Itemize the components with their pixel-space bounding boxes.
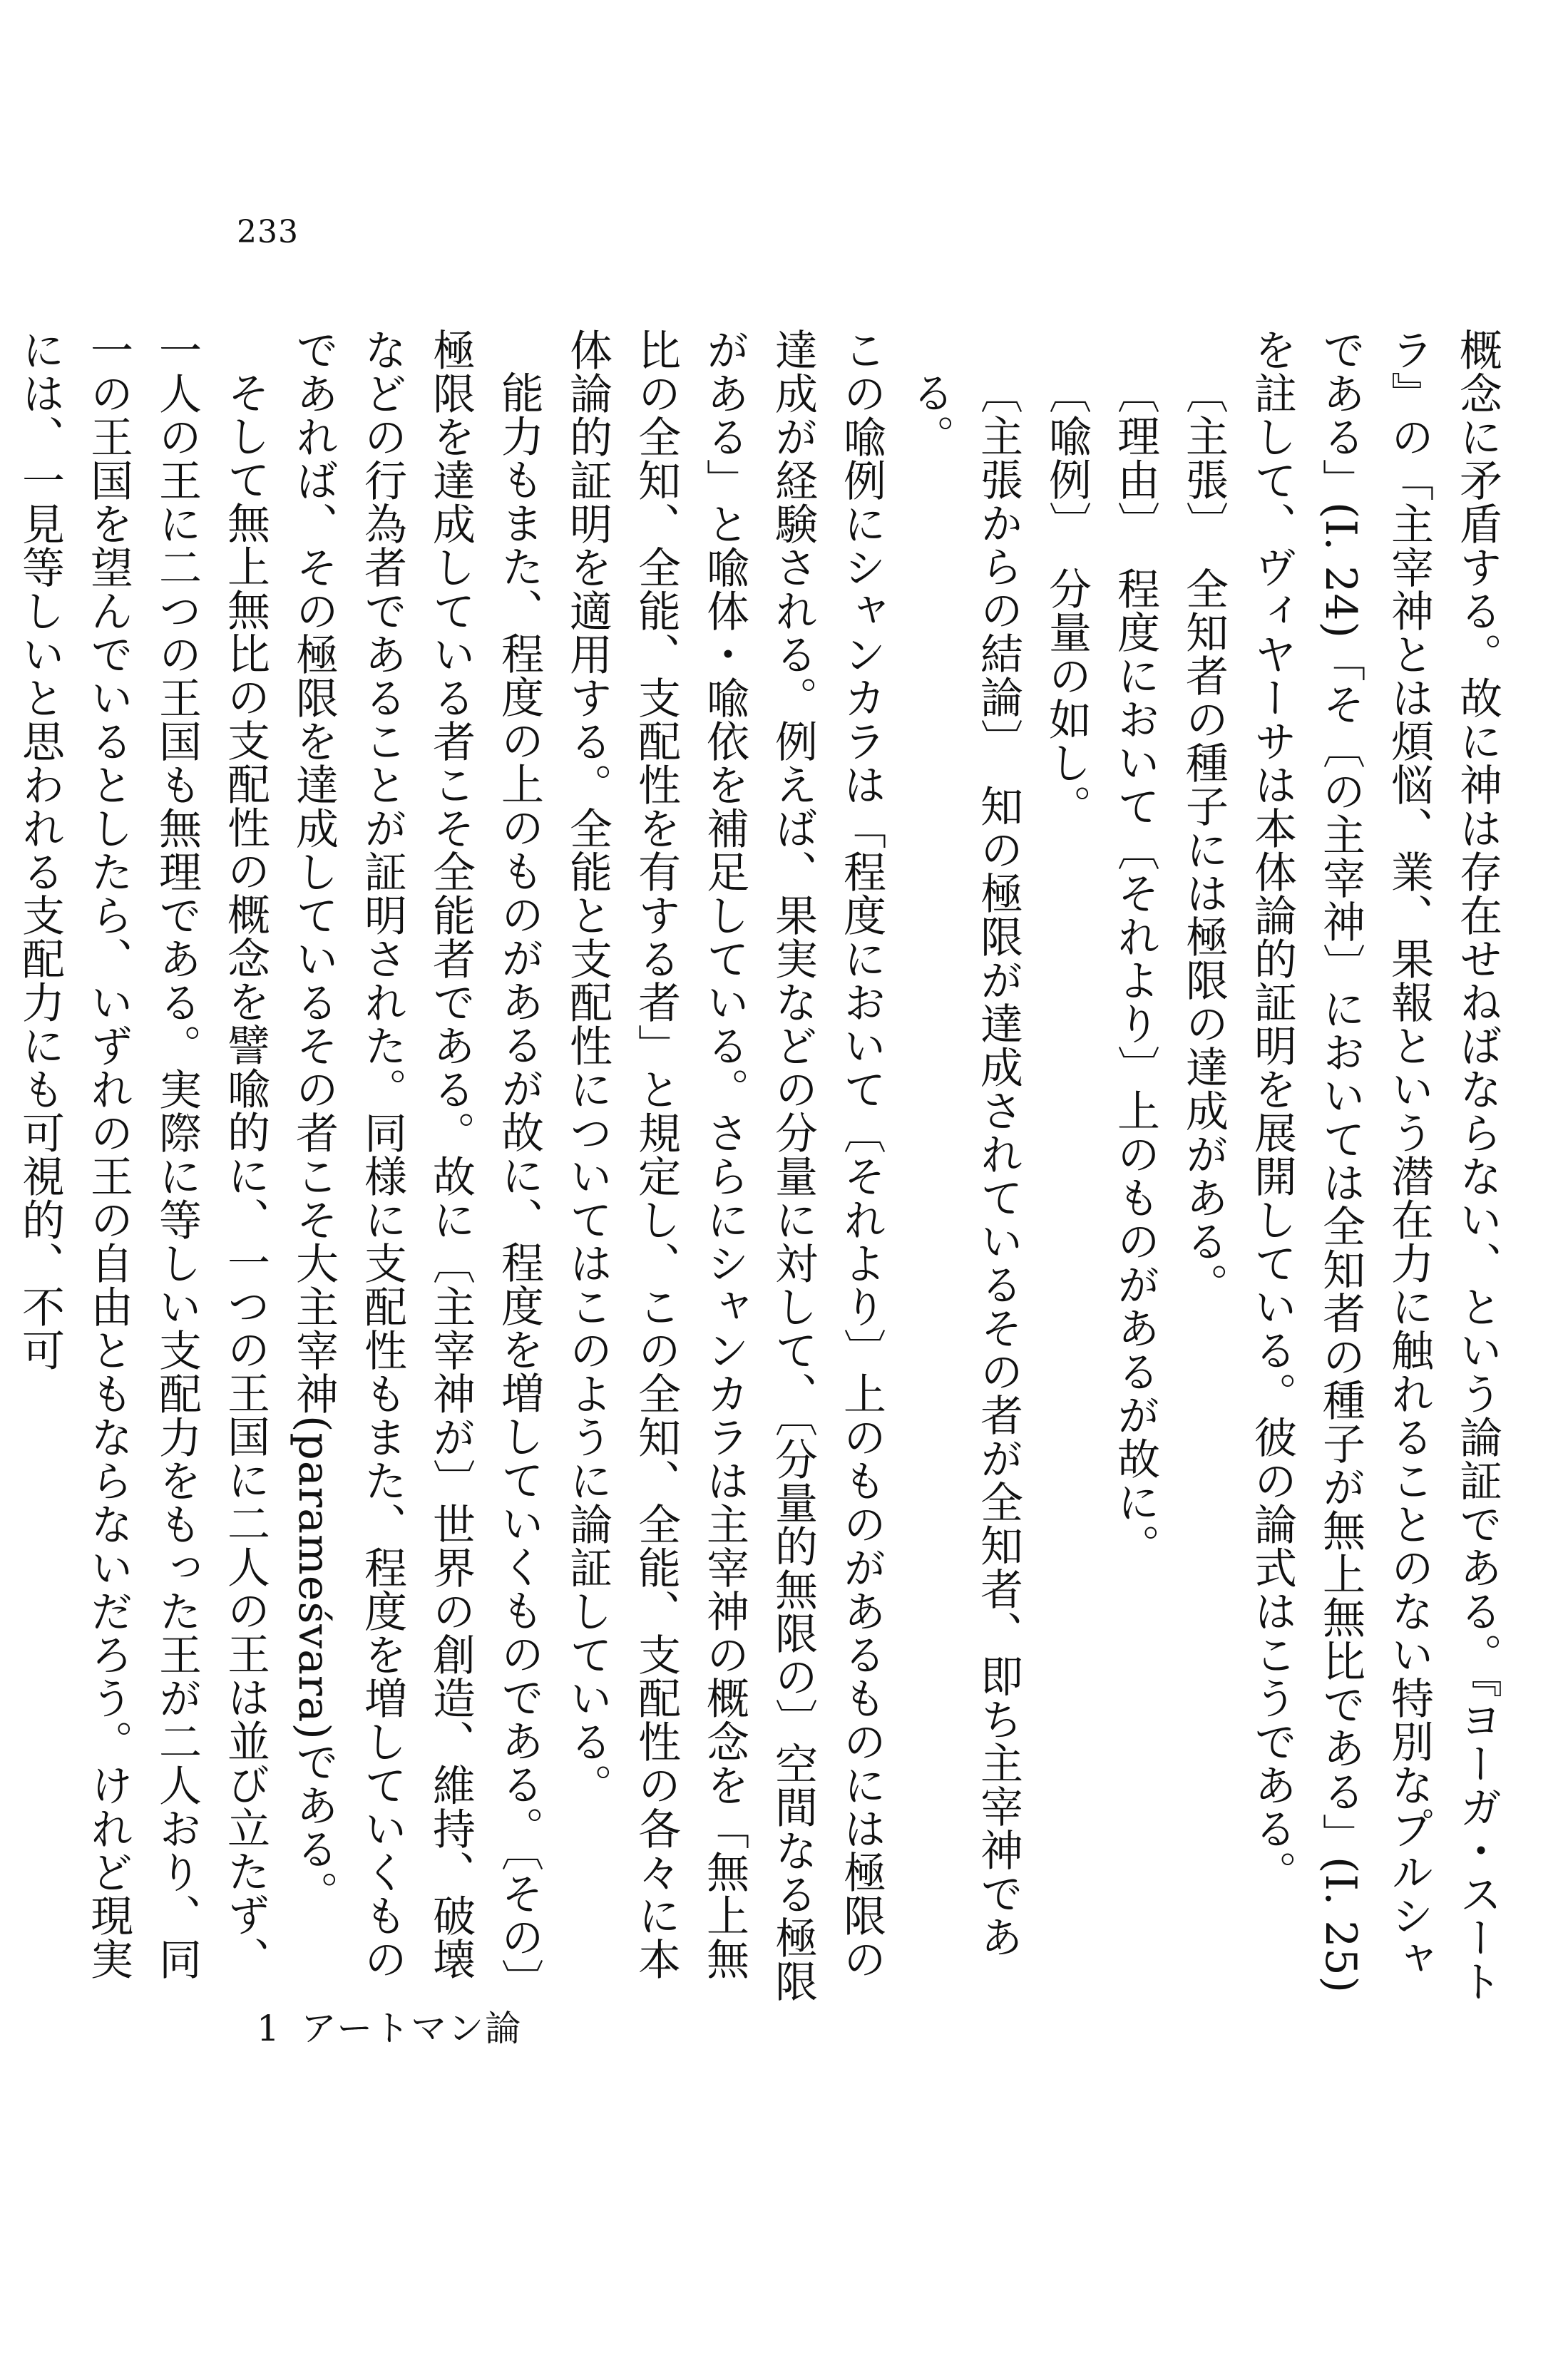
paragraph-intro: 概念に矛盾する。故に神は存在せねばならない、という論証である。『ヨーガ・スートラ』の「主宰神とは煩悩、業、果報という潜在力に触れることのない特別なプルシャである」(I. 24)「そ〔の主宰神〕においては全知者の種子が無上無比である」(I. 25)を註して、ヴィヤーサは本体論的証明を展開している。彼の論式はこうである。 (1247, 328, 1502, 2003)
chapter-title: アートマン論 (300, 2008, 523, 2049)
syllogism-conclusion: 〔主張からの結論〕 知の極限が達成されているその者が全知者、即ち主宰神である。 (905, 371, 1023, 1959)
syllogism-thesis: 〔主張〕 全知者の種子には極限の達成がある。 (1179, 371, 1229, 1306)
paragraph-omnipotence: 能力もまた、程度の上のものがあるが故に、程度を増していくものである。〔その〕極限を達成している者こそ全能者である。故に〔主宰神が〕世界の創造、維持、破壊などの行為者であることが証明された。同様に支配性もまた、程度を増していくものであれば、その極限を達成しているその者こそ大主宰神(parameśvara)である。 (289, 328, 544, 2002)
paragraph-sovereignty: そして無上無比の支配性の概念を譬喩的に、一つの王国に二人の王は並び立たず、一人の王に二つの王国も無理である。実際に等しい支配力をもった王が二人おり、同一の王国を望んでいるとしたら、いずれの王の自由ともならないだろう。けれど現実には、一見等しいと思われる支配力にも可視的、不可 (15, 328, 270, 1981)
syllogism-example: 〔喩例〕 分量の如し。 (1042, 371, 1092, 828)
syllogism-reason: 〔理由〕 程度において〔それより〕上のものがあるが故に。 (1110, 371, 1160, 1567)
page-number: 233 (237, 214, 299, 250)
running-head (257, 2000, 522, 2051)
body-text (15, 328, 1512, 2011)
chapter-number: 1 (257, 2008, 281, 2049)
paragraph-shankara: この喩例にシャンカラは「程度において〔それより〕上のものがあるものには極限の達成が経験される。例えば、果実などの分量に対して、〔分量的無限の〕空間なる極限がある」と喩体・喩依を補足している。さらにシャンカラは主宰神の概念を「無上無比の全知、全能、支配性を有する者」と規定し、この全知、全能、支配性の各々に本体論的証明を適用する。全能と支配性についてはこのように論証している。 (563, 328, 886, 2003)
